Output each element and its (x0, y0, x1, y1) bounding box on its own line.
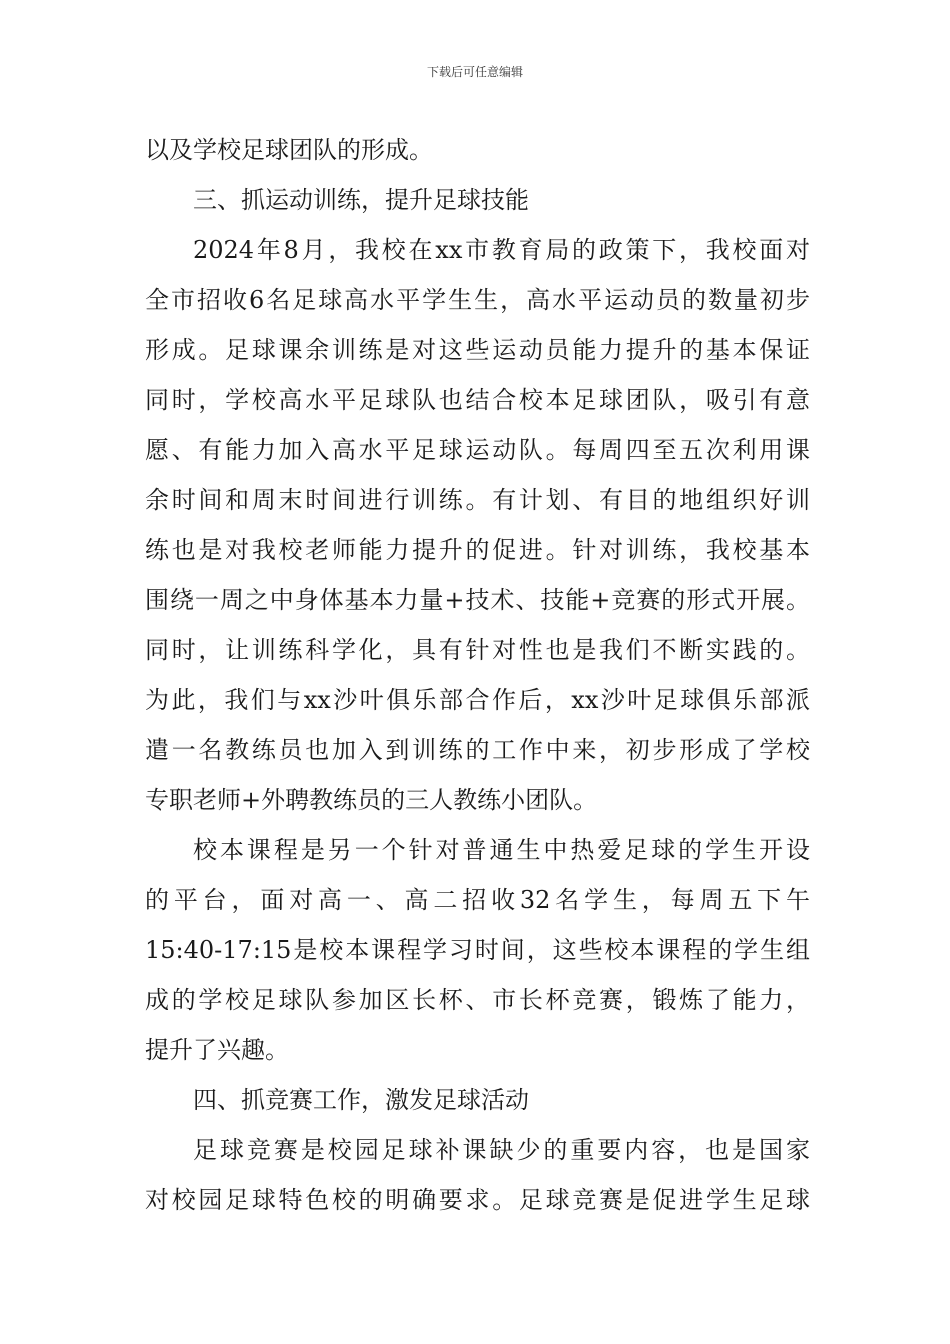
section-heading: 三、抓运动训练，提升足球技能 (193, 186, 529, 214)
page-header-note: 下载后可任意编辑 (426, 65, 523, 79)
text-line: 以及学校足球团队的形成。 (145, 136, 433, 164)
text-line: 15:40-17:15是校本课程学习时间，这些校本课程的学生组 (145, 936, 810, 964)
text-line: 同时，学校高水平足球队也结合校本足球团队，吸引有意 (145, 386, 810, 414)
text-line: 余时间和周末时间进行训练。有计划、有目的地组织好训 (145, 486, 810, 514)
text-line: 练也是对我校老师能力提升的促进。针对训练，我校基本 (145, 536, 810, 564)
text-line: 同时，让训练科学化，具有针对性也是我们不断实践的。 (145, 636, 810, 664)
text-line: 形成。足球课余训练是对这些运动员能力提升的基本保证 (145, 336, 810, 364)
paragraph-last-line: 专职老师+外聘教练员的三人教练小团队。 (145, 786, 598, 814)
text-line: 围绕一周之中身体基本力量+技术、技能+竞赛的形式开展。 (145, 586, 810, 614)
paragraph-first-line: 2024年8月，我校在xx市教育局的政策下，我校面对 (193, 236, 810, 264)
text-line: 为此，我们与xx沙叶俱乐部合作后，xx沙叶足球俱乐部派 (145, 686, 810, 714)
text-line: 成的学校足球队参加区长杯、市长杯竞赛，锻炼了能力， (145, 986, 810, 1014)
text-line: 对校园足球特色校的明确要求。足球竞赛是促进学生足球 (145, 1186, 810, 1214)
text-line: 全市招收6名足球高水平学生生，高水平运动员的数量初步 (145, 286, 810, 314)
paragraph-first-line: 校本课程是另一个针对普通生中热爱足球的学生开设 (193, 836, 810, 864)
paragraph-last-line: 提升了兴趣。 (145, 1036, 289, 1064)
text-line: 遣一名教练员也加入到训练的工作中来，初步形成了学校 (145, 736, 810, 764)
section-heading: 四、抓竞赛工作，激发足球活动 (193, 1086, 529, 1114)
paragraph-first-line: 足球竞赛是校园足球补课缺少的重要内容，也是国家 (193, 1136, 810, 1164)
document-body (145, 125, 810, 1225)
text-line: 愿、有能力加入高水平足球运动队。每周四至五次利用课 (145, 436, 810, 464)
text-line: 的平台，面对高一、高二招收32名学生，每周五下午 (145, 886, 810, 914)
